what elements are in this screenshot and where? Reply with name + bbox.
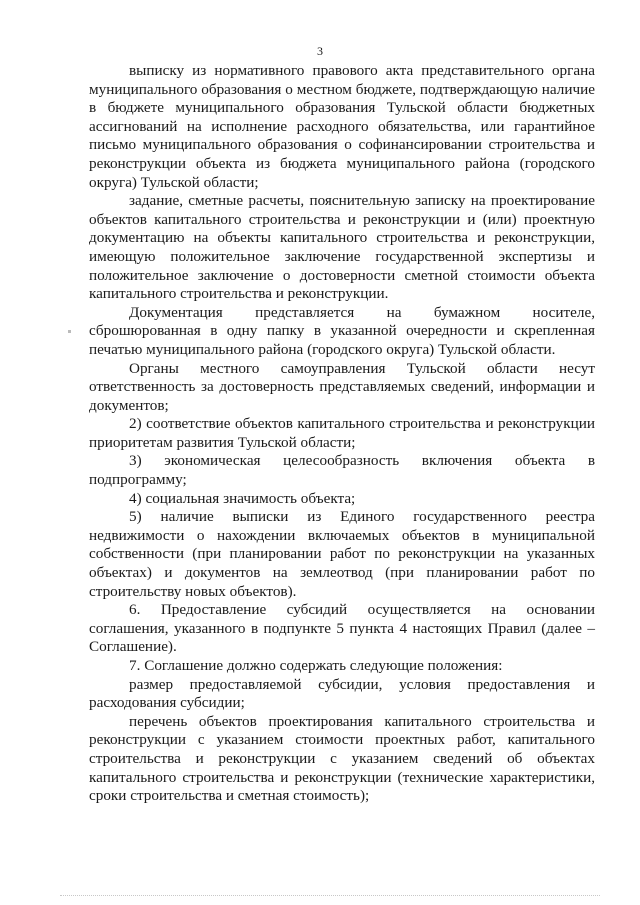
scan-speck <box>68 330 71 333</box>
page-number: 3 <box>317 44 323 58</box>
paragraph-item-2: 2) соответствие объектов капитального строительства и реконструкции приоритетам развития Тульской области; <box>89 415 595 451</box>
paragraph-item-3: 3) экономическая целесообразность включения объекта в подпрограмму; <box>89 452 595 489</box>
paragraph-section-6: 6. Предоставление субсидий осуществляется на основании соглашения, указанного в подпункте 5 пункта 4 настоящих Правил (далее – Соглашение). <box>89 601 595 656</box>
scan-edge-marks <box>60 895 600 899</box>
paragraph-section-7: 7. Соглашение должно содержать следующие положения: <box>129 657 503 674</box>
paragraph-item-4: 4) социальная значимость объекта; <box>129 489 356 507</box>
paragraph-extract-budget: выписку из нормативного правового акта представительного органа муниципального образования о местном бюджете, подтверждающую наличие в бюджете муниципального образования Тульской области бюджетных ассигнований на исполнение расходного обязательства, или гарантийное письмо муниципального образования о софинансировании строительства и реконструкции объекта из бюджета муниципального района (городского округа) Тульской области; <box>89 62 595 191</box>
paragraph-responsibility: Органы местного самоуправления Тульской области несут ответственность за достоверность представляемых сведений, информации и документов; <box>89 359 595 414</box>
paragraph-item-5: 5) наличие выписки из Единого государственного реестра недвижимости о нахождении включаемых объектов в муниципальной собственности (при планировании работ по реконструкции на указанных объектах) и документов на землеотвод (при планировании работ по строительству новых объектов). <box>89 508 595 600</box>
document-body <box>89 62 595 806</box>
paragraph-object-list: перечень объектов проектирования капитального строительства и реконструкции с указанием стоимости проектных работ, капитального строительства и реконструкции с указанием сведений об объектах капитального строительства и реконструкции (технические характеристики, сроки строительства и сметная стоимость); <box>89 712 595 805</box>
paragraph-documentation: Документация представляется на бумажном носителе, сброшюрованная в одну папку в указанной очередности и скрепленная печатью муниципального района (городского округа) Тульской области. <box>89 303 595 358</box>
paragraph-estimates: задание, сметные расчеты, пояснительную записку на проектирование объектов капитального строительства и реконструкции и (или) проектную документацию на объекты капитального строительства и реконструкции, имеющую положительное заключение государственной экспертизы и положительное заключение о достоверности сметной стоимости объекта капитального строительства и реконструкции. <box>89 192 595 303</box>
paragraph-subsidy-size: размер предоставляемой субсидии, условия предоставления и расходования субсидии; <box>89 675 595 712</box>
